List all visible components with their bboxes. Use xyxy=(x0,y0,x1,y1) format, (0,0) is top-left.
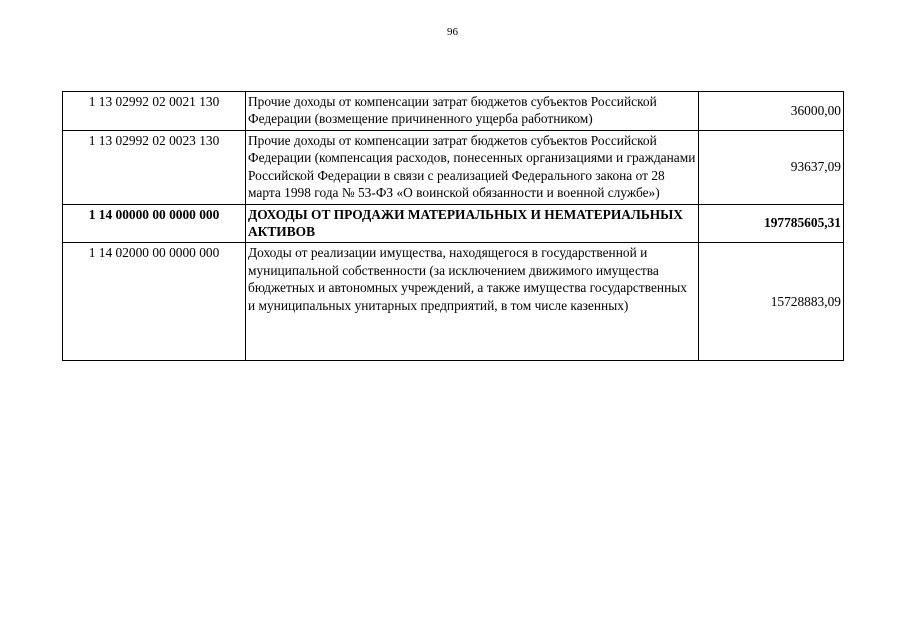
revenue-name-cell: Прочие доходы от компенсации затрат бюджетов субъектов Российской Федерации (компенсация расходов, понесенных организациями и гражданами Российской Федерации в связи с реализацией Федерального закона от 28 марта 1998 года № 53-ФЗ «О воинской обязанности и военной службе») xyxy=(246,130,699,204)
budget-code-cell: 1 14 02000 00 0000 000 xyxy=(63,243,246,361)
revenue-name-cell: Доходы от реализации имущества, находящегося в государственной и муниципальной собственности (за исключением движимого имущества бюджетных и автономных учреждений, а также имущества государственных и муниципальных унитарных предприятий, в том числе казенных) xyxy=(246,243,699,361)
revenue-table xyxy=(62,91,844,361)
budget-code-cell: 1 13 02992 02 0023 130 xyxy=(63,130,246,204)
table-row xyxy=(63,92,844,131)
page-number: 96 xyxy=(447,26,458,38)
budget-code-cell: 1 13 02992 02 0021 130 xyxy=(63,92,246,131)
table-row xyxy=(63,243,844,361)
table-row-section-total xyxy=(63,204,844,243)
budget-code-cell: 1 14 00000 00 0000 000 xyxy=(63,204,246,243)
revenue-name-cell: Прочие доходы от компенсации затрат бюджетов субъектов Российской Федерации (возмещение причиненного ущерба работником) xyxy=(246,92,699,131)
amount-cell: 36000,00 xyxy=(699,92,844,131)
amount-cell: 15728883,09 xyxy=(699,243,844,361)
table-row xyxy=(63,130,844,204)
amount-cell: 93637,09 xyxy=(699,130,844,204)
amount-cell: 197785605,31 xyxy=(699,204,844,243)
revenue-name-cell: ДОХОДЫ ОТ ПРОДАЖИ МАТЕРИАЛЬНЫХ И НЕМАТЕРИАЛЬНЫХ АКТИВОВ xyxy=(246,204,699,243)
